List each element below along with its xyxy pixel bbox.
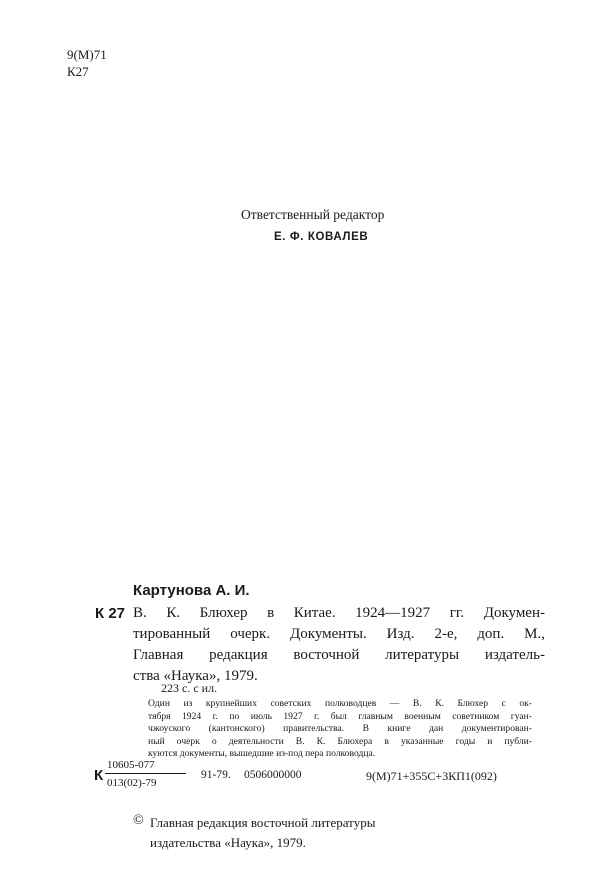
description-line: Главная редакция восточной литературы издатель- — [133, 647, 545, 663]
annotation-line: чжоуского (кантонского) правительства. В книге дан документирован- — [148, 723, 532, 735]
annotation — [148, 698, 532, 761]
copyright-line-2: издательства «Наука», 1979. — [150, 835, 306, 850]
copyright-line-1: Главная редакция восточной литературы — [150, 815, 376, 830]
imprint-code-1: 91-79. — [201, 769, 231, 781]
udk-index — [67, 46, 107, 80]
annotation-line: ный очерк о деятельности В. К. Блюхера в указанные годы и публи- — [148, 735, 532, 747]
author-name: Картунова А. И. — [133, 582, 250, 599]
editor-label: Ответственный редактор — [241, 207, 385, 222]
copyright-icon: © — [133, 813, 144, 828]
catalog-code: К 27 — [95, 605, 126, 622]
page-count: 223 с. с ил. — [161, 681, 218, 695]
imprint-code-2: 0506000000 — [244, 769, 302, 781]
annotation-line: тября 1924 г. по июль 1927 г. был главным военным советником гуан- — [148, 710, 532, 722]
imprint-k-letter: К — [94, 767, 104, 784]
description-line: ства «Наука», 1979. — [133, 668, 258, 684]
fraction-bar — [105, 773, 186, 774]
bibliographic-description — [133, 603, 545, 687]
imprint-denominator: 013(02)-79 — [107, 777, 157, 789]
copyright-notice — [150, 813, 375, 853]
imprint-numerator: 10605-077 — [107, 759, 155, 771]
editor-name: Е. Ф. КОВАЛЕВ — [274, 231, 369, 243]
description-line: тированный очерк. Документы. Изд. 2-е, доп. М., — [133, 626, 545, 642]
annotation-line: куются документы, вышедшие из-под пера полководца. — [148, 748, 376, 760]
description-line: В. К. Блюхер в Китае. 1924—1927 гг. Докумен- — [133, 605, 545, 621]
udk-line-2: К27 — [67, 64, 89, 79]
imprint-code-3: 9(М)71+355С+3КП1(092) — [366, 769, 497, 783]
annotation-line: Один из крупнейших советских полководцев — В. К. Блюхер с ок- — [148, 698, 532, 709]
udk-line-1: 9(М)71 — [67, 47, 107, 62]
